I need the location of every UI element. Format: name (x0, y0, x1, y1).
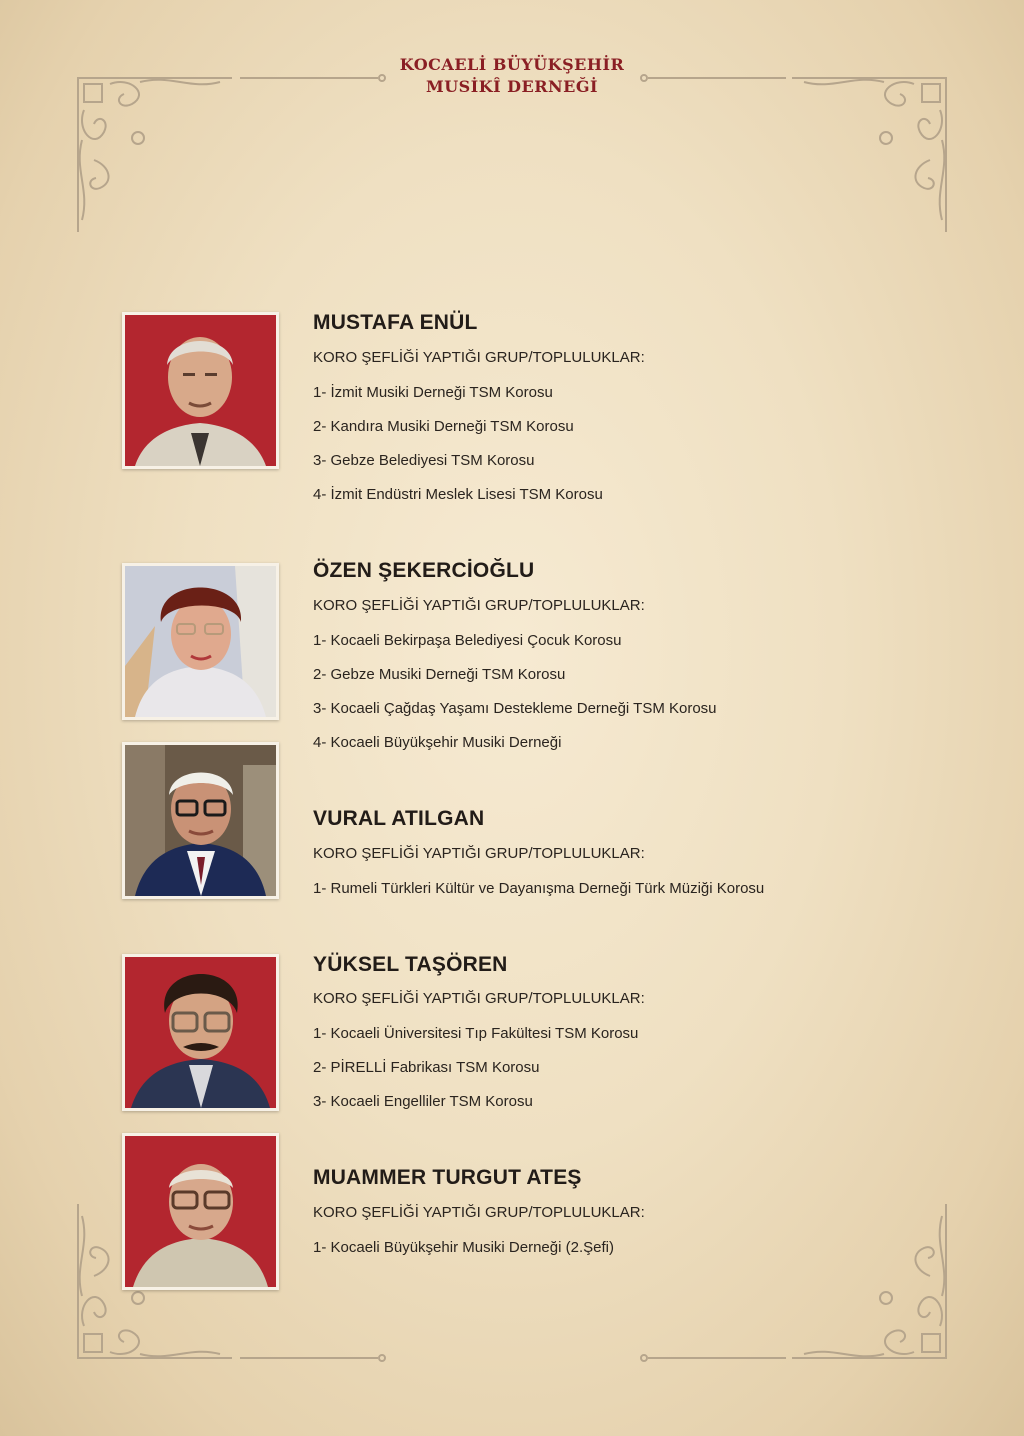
group-item: 1- Kocaeli Büyükşehir Musiki Derneği (2.Şefi) (313, 1239, 614, 1256)
portrait-photo (122, 742, 279, 899)
header-line-1: KOCAELİ BÜYÜKŞEHİR (399, 55, 625, 74)
group-item: 4- İzmit Endüstri Meslek Lisesi TSM Korosu (313, 486, 603, 503)
groups-label: KORO ŞEFLİĞİ YAPTIĞI GRUP/TOPLULUKLAR: (313, 597, 645, 614)
group-item: 4- Kocaeli Büyükşehir Musiki Derneği (313, 734, 562, 751)
header-flourish-left (238, 70, 388, 86)
group-item: 3- Gebze Belediyesi TSM Korosu (313, 452, 535, 469)
group-item: 1- Kocaeli Üniversitesi Tıp Fakültesi TSM Korosu (313, 1025, 639, 1042)
portrait-photo (122, 954, 279, 1111)
group-item: 2- Kandıra Musiki Derneği TSM Korosu (313, 418, 574, 435)
corner-ornament-top-left (70, 70, 240, 240)
group-item: 3- Kocaeli Engelliler TSM Korosu (313, 1093, 533, 1110)
group-item: 2- Gebze Musiki Derneği TSM Korosu (313, 666, 566, 683)
groups-label: KORO ŞEFLİĞİ YAPTIĞI GRUP/TOPLULUKLAR: (313, 990, 645, 1007)
groups-label: KORO ŞEFLİĞİ YAPTIĞI GRUP/TOPLULUKLAR: (313, 845, 645, 862)
group-item: 2- PİRELLİ Fabrikası TSM Korosu (313, 1059, 540, 1076)
corner-ornament-bottom-right (784, 1196, 954, 1366)
corner-ornament-top-right (784, 70, 954, 240)
portrait-photo (122, 312, 279, 469)
group-item: 1- İzmit Musiki Derneği TSM Korosu (313, 384, 553, 401)
groups-label: KORO ŞEFLİĞİ YAPTIĞI GRUP/TOPLULUKLAR: (313, 1204, 645, 1221)
group-item: 1- Kocaeli Bekirpaşa Belediyesi Çocuk Korosu (313, 632, 622, 649)
portrait-photo (122, 563, 279, 720)
person-name: MUAMMER TURGUT ATEŞ (313, 1166, 582, 1189)
footer-flourish-left (238, 1350, 388, 1366)
header-line-2: MUSİKÎ DERNEĞİ (426, 77, 598, 96)
groups-label: KORO ŞEFLİĞİ YAPTIĞI GRUP/TOPLULUKLAR: (313, 349, 645, 366)
person-name: YÜKSEL TAŞÖREN (313, 953, 508, 976)
person-name: MUSTAFA ENÜL (313, 311, 478, 334)
group-item: 3- Kocaeli Çağdaş Yaşamı Destekleme Derneği TSM Korosu (313, 700, 717, 717)
person-name: ÖZEN ŞEKERCİOĞLU (313, 559, 535, 582)
portrait-photo (122, 1133, 279, 1290)
footer-flourish-right (638, 1350, 788, 1366)
group-item: 1- Rumeli Türkleri Kültür ve Dayanışma Derneği Türk Müziği Korosu (313, 880, 765, 897)
person-name: VURAL ATILGAN (313, 807, 485, 830)
header-flourish-right (638, 70, 788, 86)
